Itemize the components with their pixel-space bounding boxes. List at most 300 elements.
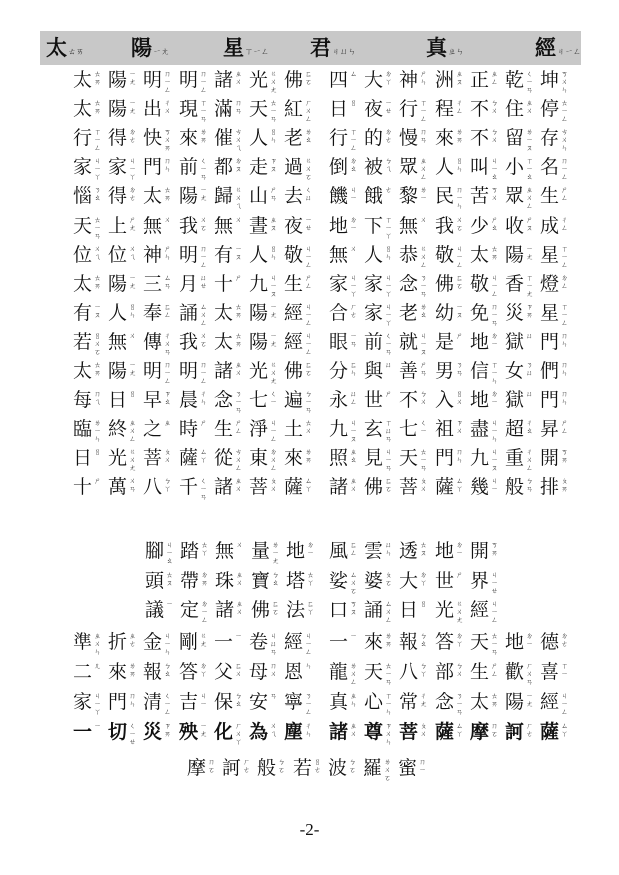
zhuyin: ㄇㄧㄥ bbox=[200, 361, 207, 385]
hanzi-cell bbox=[470, 357, 504, 385]
verse-line bbox=[0, 153, 619, 181]
hanzi-char: 眼 bbox=[329, 330, 349, 353]
hanzi-cell bbox=[73, 299, 107, 327]
hanzi-char: 吉 bbox=[179, 691, 199, 713]
hanzi-cell bbox=[180, 567, 214, 595]
hanzi-cell bbox=[249, 241, 283, 269]
zhuyin: ㄓㄠ bbox=[350, 448, 357, 465]
zhuyin: ㄔㄥ bbox=[456, 99, 463, 116]
hanzi-char: 夜 bbox=[284, 214, 304, 237]
hanzi-char: 盡 bbox=[470, 418, 490, 441]
zhuyin: ㄧㄤ bbox=[526, 244, 533, 261]
hanzi-cell bbox=[284, 299, 318, 327]
hanzi-cell bbox=[364, 124, 398, 152]
hanzi-char: 天 bbox=[399, 447, 419, 470]
hanzi-cell bbox=[143, 66, 177, 94]
hanzi-cell bbox=[249, 299, 283, 327]
hanzi-cell bbox=[435, 328, 469, 356]
zhuyin: ㄊㄞ bbox=[94, 273, 101, 290]
hanzi-char: 十 bbox=[214, 272, 234, 295]
zhuyin: ㄓㄨㄣ bbox=[94, 632, 101, 656]
hanzi-char: 佛 bbox=[284, 69, 304, 91]
hanzi-char: 乾 bbox=[505, 69, 525, 91]
hanzi-char: 家 bbox=[364, 272, 384, 295]
zhuyin: ㄧㄝ bbox=[385, 99, 392, 116]
zhuyin: ㄈㄨ bbox=[235, 662, 242, 678]
zhuyin: ㄕㄢ bbox=[270, 186, 277, 203]
zhuyin: ㄆㄞ bbox=[561, 477, 568, 494]
hanzi-cell bbox=[249, 444, 283, 472]
zhuyin: ㄅㄧㄢ bbox=[305, 390, 312, 415]
hanzi-char: 答 bbox=[179, 661, 199, 683]
zhuyin: ㄇㄣ bbox=[456, 448, 463, 465]
hanzi-char: 照 bbox=[329, 447, 349, 470]
zhuyin: ㄧㄤ bbox=[270, 331, 277, 348]
zhuyin: ㄈㄥ bbox=[350, 541, 357, 557]
verse-line bbox=[0, 658, 619, 686]
hanzi-char: 諸 bbox=[329, 721, 349, 743]
hanzi-cell bbox=[214, 299, 248, 327]
zhuyin: ㄅㄚ bbox=[420, 662, 427, 678]
hanzi-char: 陽 bbox=[249, 330, 269, 353]
hanzi-cell bbox=[286, 596, 320, 624]
zhuyin: ㄧ bbox=[94, 722, 101, 730]
zhuyin: ㄏㄨㄚ bbox=[235, 722, 242, 746]
zhuyin: ㄧㄝ bbox=[305, 215, 312, 232]
zhuyin: ㄊㄞ bbox=[491, 692, 498, 708]
hanzi-cell bbox=[249, 357, 283, 385]
zhuyin: ㄉㄜ bbox=[129, 186, 136, 203]
hanzi-char: 法 bbox=[286, 599, 306, 621]
zhuyin: ㄓㄨㄥ bbox=[420, 157, 427, 182]
zhuyin: ㄨ bbox=[350, 244, 357, 253]
zhuyin: ㄑㄧ bbox=[420, 419, 427, 436]
hanzi-cell bbox=[251, 567, 285, 595]
hanzi-cell bbox=[329, 212, 363, 240]
hanzi-cell bbox=[399, 95, 433, 123]
hanzi-cell bbox=[143, 386, 177, 414]
hanzi-char: 出 bbox=[143, 98, 163, 121]
hanzi-char: 民 bbox=[435, 185, 455, 208]
zhuyin: ㄕㄥ bbox=[491, 662, 498, 678]
hanzi-cell bbox=[214, 415, 248, 443]
hanzi-char: 若 bbox=[73, 330, 93, 353]
hanzi-cell bbox=[328, 754, 362, 782]
zhuyin: ㄔㄠ bbox=[526, 419, 533, 436]
hanzi-cell bbox=[505, 212, 539, 240]
hanzi-char: 七 bbox=[399, 418, 419, 441]
hanzi-cell bbox=[470, 386, 504, 414]
hanzi-char: 界 bbox=[470, 569, 490, 592]
hanzi-cell bbox=[249, 153, 283, 181]
hanzi-char: 德 bbox=[540, 631, 560, 653]
hanzi-char: 遍 bbox=[284, 389, 304, 412]
hanzi-cell bbox=[470, 473, 504, 501]
zhuyin: ㄙㄚ bbox=[200, 448, 207, 465]
hanzi-cell bbox=[108, 718, 142, 746]
hanzi-cell bbox=[399, 596, 433, 624]
hanzi-char: 地 bbox=[329, 214, 349, 237]
hanzi-cell bbox=[284, 182, 318, 210]
hanzi-char: 八 bbox=[143, 476, 163, 499]
hanzi-cell bbox=[284, 386, 318, 414]
hanzi-cell bbox=[505, 688, 539, 716]
hanzi-cell bbox=[470, 718, 504, 746]
hanzi-char: 有 bbox=[214, 243, 234, 266]
hanzi-cell bbox=[470, 153, 504, 181]
zhuyin: ㄉㄜ bbox=[129, 128, 136, 145]
hanzi-char: 念 bbox=[435, 691, 455, 713]
hanzi-char: 常 bbox=[399, 691, 419, 713]
verse-line bbox=[0, 357, 619, 385]
hanzi-char: 終 bbox=[108, 418, 128, 441]
hanzi-cell bbox=[180, 537, 214, 565]
hanzi-cell bbox=[470, 596, 504, 624]
zhuyin: ㄅㄟ bbox=[385, 157, 392, 174]
zhuyin: ㄔㄨ bbox=[164, 99, 171, 116]
hanzi-cell bbox=[143, 688, 177, 716]
hanzi-cell bbox=[108, 299, 142, 327]
zhuyin: ㄧ bbox=[235, 632, 242, 640]
hanzi-cell bbox=[108, 415, 142, 443]
hanzi-cell bbox=[399, 658, 433, 686]
zhuyin: ㄋㄧㄥ bbox=[305, 692, 312, 716]
hanzi-cell bbox=[435, 153, 469, 181]
zhuyin: ㄑㄧㄝ bbox=[129, 722, 136, 746]
title-char-text: 陽 bbox=[131, 35, 152, 60]
hanzi-char: 開 bbox=[470, 540, 490, 562]
hanzi-cell bbox=[179, 658, 213, 686]
hanzi-cell bbox=[284, 473, 318, 501]
hanzi-cell bbox=[284, 415, 318, 443]
hanzi-cell bbox=[143, 95, 177, 123]
zhuyin: ㄧㄡ bbox=[235, 244, 242, 261]
hanzi-char: 人 bbox=[435, 156, 455, 179]
zhuyin: ㄅㄢ bbox=[526, 477, 533, 494]
zhuyin: ㄓㄨ bbox=[236, 600, 243, 616]
hanzi-char: 幼 bbox=[435, 301, 455, 324]
hanzi-cell bbox=[470, 241, 504, 269]
hanzi-cell bbox=[435, 658, 469, 686]
hanzi-char: 香 bbox=[505, 272, 525, 295]
hanzi-char: 薩 bbox=[540, 721, 560, 743]
zhuyin: ㄉㄧ bbox=[350, 215, 357, 232]
hanzi-cell bbox=[249, 66, 283, 94]
hanzi-char: 土 bbox=[284, 418, 304, 441]
hanzi-char: 催 bbox=[214, 127, 234, 150]
zhuyin: ㄉㄚ bbox=[200, 662, 207, 678]
zhuyin: ㄆㄨ bbox=[420, 722, 427, 738]
hanzi-cell bbox=[329, 299, 363, 327]
zhuyin: ㄉㄧ bbox=[307, 541, 314, 557]
zhuyin: ㄐㄧㄡ bbox=[270, 273, 277, 298]
zhuyin: ㄐㄧ bbox=[491, 477, 498, 494]
zhuyin: ㄏㄨㄥ bbox=[305, 99, 312, 124]
hanzi-cell bbox=[364, 66, 398, 94]
zhuyin: ㄅㄠ bbox=[272, 570, 279, 587]
hanzi-cell bbox=[284, 444, 318, 472]
hanzi-char: 有 bbox=[73, 301, 93, 324]
hanzi-cell bbox=[329, 628, 363, 656]
hanzi-char: 正 bbox=[470, 69, 490, 91]
hanzi-char: 來 bbox=[364, 631, 384, 653]
hanzi-char: 得 bbox=[108, 127, 128, 150]
hanzi-char: 排 bbox=[540, 476, 560, 499]
hanzi-cell bbox=[249, 212, 283, 240]
zhuyin: ㄊㄞ bbox=[164, 186, 171, 203]
hanzi-cell bbox=[143, 628, 177, 656]
zhuyin: ㄨ bbox=[420, 215, 427, 224]
hanzi-char: 生 bbox=[214, 418, 234, 441]
hanzi-cell bbox=[399, 444, 433, 472]
hanzi-cell bbox=[214, 628, 248, 656]
hanzi-cell bbox=[470, 95, 504, 123]
hanzi-char: 現 bbox=[179, 98, 199, 121]
hanzi-char: 的 bbox=[364, 127, 384, 150]
hanzi-char: 父 bbox=[214, 661, 234, 683]
zhuyin: ㄐㄧㄚ bbox=[94, 157, 101, 182]
zhuyin: ㄙㄚ bbox=[305, 477, 312, 494]
hanzi-cell bbox=[214, 270, 248, 298]
hanzi-cell bbox=[73, 182, 107, 210]
hanzi-char: 我 bbox=[435, 214, 455, 237]
hanzi-char: 家 bbox=[73, 691, 93, 713]
zhuyin: ㄌㄞ bbox=[305, 448, 312, 465]
title-zhuyin: ㄓㄣ bbox=[448, 47, 464, 56]
zhuyin: ㄧㄡ bbox=[456, 302, 463, 319]
zhuyin: ㄩ bbox=[526, 390, 533, 399]
zhuyin: ㄓ bbox=[164, 419, 171, 428]
hanzi-char: 家 bbox=[329, 272, 349, 295]
hanzi-cell bbox=[293, 754, 327, 782]
zhuyin: ㄇㄧㄥ bbox=[200, 244, 207, 269]
zhuyin: ㄐㄧ bbox=[200, 692, 207, 708]
hanzi-char: 人 bbox=[108, 301, 128, 324]
hanzi-char: 恩 bbox=[284, 661, 304, 683]
hanzi-cell bbox=[540, 415, 574, 443]
zhuyin: ㄖ bbox=[350, 99, 357, 108]
hanzi-cell bbox=[470, 658, 504, 686]
hanzi-cell bbox=[505, 153, 539, 181]
zhuyin: ㄍㄨㄛ bbox=[305, 157, 312, 182]
hanzi-char: 見 bbox=[364, 447, 384, 470]
hanzi-char: 念 bbox=[214, 389, 234, 412]
hanzi-cell bbox=[179, 241, 213, 269]
zhuyin: ㄇㄧ bbox=[419, 758, 426, 774]
zhuyin: ㄨㄛ bbox=[456, 215, 463, 232]
hanzi-char: 太 bbox=[470, 691, 490, 713]
hanzi-cell bbox=[540, 386, 574, 414]
hanzi-cell bbox=[73, 688, 107, 716]
hanzi-cell bbox=[143, 415, 177, 443]
hanzi-char: 真 bbox=[329, 691, 349, 713]
zhuyin: ㄌㄞ bbox=[200, 128, 207, 145]
hanzi-char: 萬 bbox=[108, 476, 128, 499]
hanzi-cell bbox=[179, 357, 213, 385]
hanzi-cell bbox=[222, 754, 256, 782]
zhuyin: ㄉㄧ bbox=[491, 390, 498, 407]
zhuyin: ㄒㄧㄣ bbox=[491, 361, 498, 385]
hanzi-char: 定 bbox=[180, 599, 200, 621]
hanzi-cell bbox=[145, 537, 179, 565]
hanzi-char: 光 bbox=[108, 447, 128, 470]
zhuyin: ㄆㄨ bbox=[420, 477, 427, 494]
hanzi-char: 娑 bbox=[329, 569, 349, 592]
hanzi-char: 永 bbox=[329, 389, 349, 412]
hanzi-cell bbox=[470, 628, 504, 656]
hanzi-char: 晨 bbox=[179, 389, 199, 412]
hanzi-char: 日 bbox=[399, 599, 419, 621]
hanzi-char: 災 bbox=[505, 301, 525, 324]
verse-line bbox=[0, 124, 619, 152]
hanzi-cell bbox=[364, 718, 398, 746]
hanzi-char: 菩 bbox=[143, 447, 163, 470]
hanzi-char: 慢 bbox=[399, 127, 419, 150]
zhuyin: ㄇㄢ bbox=[235, 99, 242, 116]
hanzi-cell bbox=[470, 299, 504, 327]
hanzi-cell bbox=[214, 66, 248, 94]
hanzi-char: 喜 bbox=[540, 661, 560, 683]
hanzi-char: 玄 bbox=[364, 418, 384, 441]
zhuyin: ㄉㄜ bbox=[385, 128, 392, 145]
hanzi-cell bbox=[284, 212, 318, 240]
zhuyin: ㄋㄧㄢ bbox=[456, 692, 463, 716]
zhuyin: ㄐㄧㄠ bbox=[491, 157, 498, 182]
hanzi-char: 報 bbox=[143, 661, 163, 683]
hanzi-char: 保 bbox=[214, 691, 234, 713]
hanzi-char: 生 bbox=[540, 185, 560, 208]
hanzi-char: 與 bbox=[364, 360, 384, 382]
hanzi-cell bbox=[540, 357, 574, 385]
hanzi-char: 寶 bbox=[251, 569, 271, 592]
zhuyin: ㄈㄛ bbox=[272, 600, 279, 616]
zhuyin: ㄍㄨㄟ bbox=[235, 186, 242, 211]
hanzi-char: 災 bbox=[143, 721, 163, 743]
hanzi-char: 九 bbox=[249, 272, 269, 295]
hanzi-char: 都 bbox=[214, 156, 234, 179]
zhuyin: ㄧㄢ bbox=[350, 331, 357, 348]
hanzi-cell bbox=[73, 124, 107, 152]
hanzi-char: 神 bbox=[143, 243, 163, 266]
hanzi-char: 晝 bbox=[249, 214, 269, 237]
title-char bbox=[46, 31, 84, 65]
zhuyin: ㄕㄥ bbox=[305, 273, 312, 290]
hanzi-char: 折 bbox=[108, 631, 128, 653]
hanzi-cell bbox=[108, 182, 142, 210]
zhuyin: ㄓㄨㄥ bbox=[526, 186, 533, 211]
hanzi-cell bbox=[399, 212, 433, 240]
hanzi-char: 過 bbox=[284, 156, 304, 179]
zhuyin: ㄐㄧㄢ bbox=[385, 448, 392, 473]
hanzi-cell bbox=[329, 270, 363, 298]
hanzi-char: 敬 bbox=[435, 243, 455, 266]
hanzi-char: 一 bbox=[214, 631, 234, 653]
hanzi-char: 塔 bbox=[286, 569, 306, 592]
hanzi-cell bbox=[249, 628, 283, 656]
hanzi-cell bbox=[435, 182, 469, 210]
zhuyin: ㄇㄧㄥ bbox=[561, 157, 568, 182]
hanzi-cell bbox=[145, 596, 179, 624]
hanzi-char: 分 bbox=[329, 360, 349, 382]
hanzi-char: 門 bbox=[540, 389, 560, 412]
hanzi-cell bbox=[73, 444, 107, 472]
hanzi-cell bbox=[435, 66, 469, 94]
zhuyin: ㄨ bbox=[129, 331, 136, 340]
title-char-text: 太 bbox=[46, 35, 67, 60]
hanzi-char: 就 bbox=[399, 330, 419, 353]
hanzi-cell bbox=[435, 537, 469, 565]
hanzi-cell bbox=[143, 212, 177, 240]
zhuyin: ㄕㄣ bbox=[164, 244, 171, 261]
hanzi-char: 獄 bbox=[505, 330, 525, 353]
hanzi-char: 珠 bbox=[215, 569, 235, 592]
hanzi-cell bbox=[435, 596, 469, 624]
hanzi-char: 帶 bbox=[180, 569, 200, 592]
hanzi-cell bbox=[364, 182, 398, 210]
zhuyin: ㄨㄛ bbox=[200, 331, 207, 348]
zhuyin: ㄧㄡ bbox=[94, 302, 101, 319]
hanzi-char: 薩 bbox=[179, 447, 199, 470]
zhuyin: ㄅㄠ bbox=[420, 632, 427, 648]
hanzi-char: 般 bbox=[257, 757, 277, 779]
hanzi-char: 倒 bbox=[329, 156, 349, 179]
zhuyin: ㄌㄨㄥ bbox=[350, 662, 357, 686]
hanzi-cell bbox=[435, 386, 469, 414]
hanzi-char: 無 bbox=[143, 214, 163, 237]
zhuyin: ㄊㄞ bbox=[94, 99, 101, 116]
hanzi-cell bbox=[143, 241, 177, 269]
zhuyin: ㄐㄧㄣ bbox=[491, 419, 498, 444]
zhuyin: ㄐㄧ bbox=[350, 186, 357, 203]
hanzi-char: 留 bbox=[505, 127, 525, 150]
verse-line bbox=[0, 270, 619, 298]
hanzi-cell bbox=[505, 658, 539, 686]
zhuyin: ㄖㄨ bbox=[456, 390, 463, 407]
hanzi-char: 陽 bbox=[108, 69, 128, 91]
zhuyin: ㄧ bbox=[350, 632, 357, 640]
title-char bbox=[223, 31, 269, 65]
hanzi-char: 天 bbox=[364, 661, 384, 683]
hanzi-cell bbox=[73, 270, 107, 298]
hanzi-char: 世 bbox=[364, 389, 384, 412]
hanzi-char: 女 bbox=[505, 360, 525, 382]
zhuyin: ㄋㄩ bbox=[526, 361, 533, 377]
hanzi-cell bbox=[505, 182, 539, 210]
hanzi-cell bbox=[364, 537, 398, 565]
hanzi-cell bbox=[399, 688, 433, 716]
zhuyin: ㄐㄧㄡ bbox=[491, 448, 498, 473]
zhuyin: ㄨ bbox=[236, 541, 243, 549]
hanzi-cell bbox=[399, 153, 433, 181]
hanzi-char: 存 bbox=[540, 127, 560, 150]
zhuyin: ㄒㄧㄣ bbox=[385, 692, 392, 716]
hanzi-cell bbox=[179, 95, 213, 123]
zhuyin: ㄕㄥ bbox=[235, 419, 242, 436]
hanzi-char: 口 bbox=[329, 599, 349, 621]
hanzi-char: 二 bbox=[73, 661, 93, 683]
hanzi-cell bbox=[505, 628, 539, 656]
hanzi-char: 家 bbox=[73, 156, 93, 179]
zhuyin: ㄋㄠ bbox=[94, 186, 101, 203]
hanzi-char: 明 bbox=[179, 69, 199, 91]
hanzi-cell bbox=[505, 328, 539, 356]
hanzi-char: 上 bbox=[108, 214, 128, 237]
zhuyin: ㄨㄟ bbox=[129, 244, 136, 261]
zhuyin: ㄖㄣ bbox=[270, 128, 277, 145]
hanzi-cell bbox=[214, 357, 248, 385]
hanzi-char: 腳 bbox=[145, 540, 165, 562]
zhuyin: ㄑㄧㄢ bbox=[200, 157, 207, 182]
